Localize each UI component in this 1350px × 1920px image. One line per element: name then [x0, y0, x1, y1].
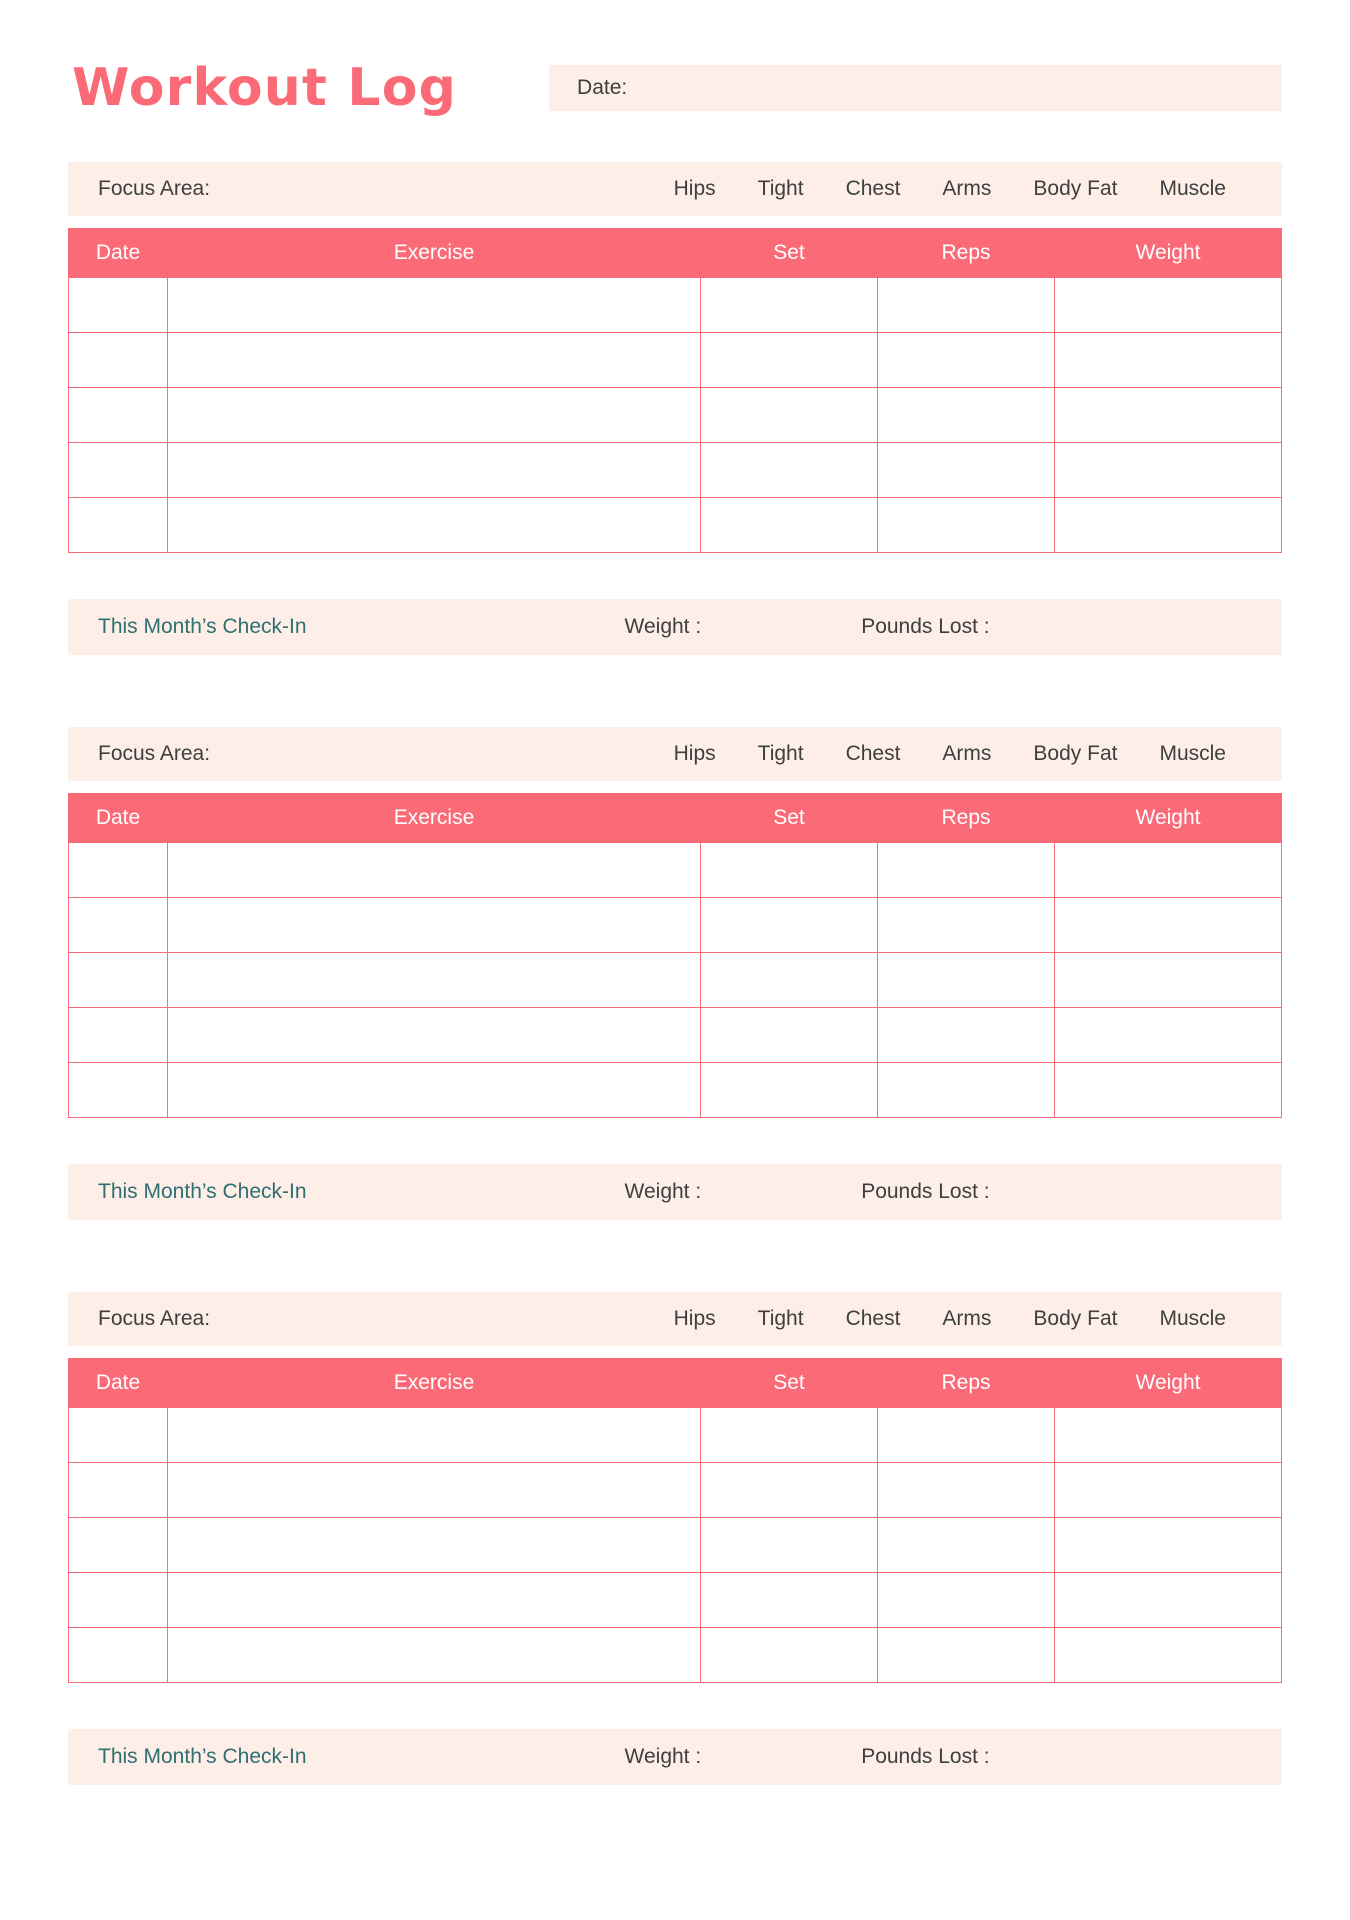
cell-exercise[interactable]: [168, 1408, 701, 1463]
focus-option-hips[interactable]: Hips: [673, 742, 716, 765]
focus-option-tight[interactable]: Tight: [757, 177, 804, 200]
page-header: [68, 58, 1282, 118]
checkin-title: This Month’s Check-In: [98, 615, 307, 638]
cell-reps[interactable]: [878, 843, 1055, 898]
checkin-weight-label[interactable]: Weight :: [624, 1745, 702, 1768]
focus-option-chest[interactable]: Chest: [845, 177, 901, 200]
table-row: [69, 953, 1282, 1008]
cell-set[interactable]: [701, 843, 878, 898]
cell-date[interactable]: [69, 388, 168, 443]
cell-set[interactable]: [701, 1573, 878, 1628]
focus-option-hips[interactable]: Hips: [673, 1307, 716, 1330]
focus-option-muscle[interactable]: Muscle: [1159, 177, 1226, 200]
checkin-bar-3: [68, 1729, 1282, 1785]
checkin-title: This Month’s Check-In: [98, 1745, 307, 1768]
table-row: [69, 278, 1282, 333]
checkin-bar-1: [68, 599, 1282, 655]
cell-date[interactable]: [69, 1463, 168, 1518]
focus-option-tight[interactable]: Tight: [757, 742, 804, 765]
cell-date[interactable]: [69, 278, 168, 333]
cell-set[interactable]: [701, 898, 878, 953]
log-section-2: [68, 727, 1282, 1220]
cell-date[interactable]: [69, 1008, 168, 1063]
cell-weight[interactable]: [1055, 1008, 1282, 1063]
column-header-date: Date: [69, 229, 168, 278]
workout-table-3: [68, 1358, 1282, 1683]
cell-reps[interactable]: [878, 1408, 1055, 1463]
cell-weight[interactable]: [1055, 1628, 1282, 1683]
cell-reps[interactable]: [878, 498, 1055, 553]
checkin-pounds-lost-label[interactable]: Pounds Lost :: [861, 1180, 990, 1203]
table-header-row: [69, 1359, 1282, 1408]
cell-exercise[interactable]: [168, 443, 701, 498]
cell-weight[interactable]: [1055, 1518, 1282, 1573]
cell-reps[interactable]: [878, 1008, 1055, 1063]
cell-date[interactable]: [69, 443, 168, 498]
table-row: [69, 843, 1282, 898]
column-header-weight: Weight: [1055, 1359, 1282, 1408]
cell-exercise[interactable]: [168, 498, 701, 553]
focus-option-body-fat[interactable]: Body Fat: [1033, 177, 1118, 200]
table-row: [69, 1518, 1282, 1573]
table-row: [69, 898, 1282, 953]
column-header-exercise: Exercise: [168, 794, 701, 843]
checkin-bar-2: [68, 1164, 1282, 1220]
cell-date[interactable]: [69, 1408, 168, 1463]
focus-area-label: Focus Area:: [98, 742, 211, 765]
column-header-date: Date: [69, 794, 168, 843]
cell-exercise[interactable]: [168, 1463, 701, 1518]
cell-reps[interactable]: [878, 388, 1055, 443]
focus-option-chest[interactable]: Chest: [845, 1307, 901, 1330]
cell-exercise[interactable]: [168, 278, 701, 333]
table-row: [69, 1008, 1282, 1063]
focus-option-hips[interactable]: Hips: [673, 177, 716, 200]
focus-area-options: [674, 177, 1254, 201]
cell-weight[interactable]: [1055, 953, 1282, 1008]
focus-area-label: Focus Area:: [98, 1307, 211, 1330]
table-row: [69, 1628, 1282, 1683]
column-header-weight: Weight: [1055, 794, 1282, 843]
cell-set[interactable]: [701, 278, 878, 333]
cell-reps[interactable]: [878, 1628, 1055, 1683]
workout-table-1: [68, 228, 1282, 553]
cell-weight[interactable]: [1055, 898, 1282, 953]
column-header-set: Set: [701, 794, 878, 843]
page-title: Workout Log: [72, 58, 458, 118]
focus-area-bar-2: [68, 727, 1282, 781]
cell-weight[interactable]: [1055, 388, 1282, 443]
cell-date[interactable]: [69, 333, 168, 388]
cell-reps[interactable]: [878, 443, 1055, 498]
cell-set[interactable]: [701, 1463, 878, 1518]
column-header-reps: Reps: [878, 229, 1055, 278]
cell-weight[interactable]: [1055, 1463, 1282, 1518]
cell-date[interactable]: [69, 843, 168, 898]
focus-area-bar-1: [68, 162, 1282, 216]
cell-weight[interactable]: [1055, 1408, 1282, 1463]
workout-table-2: [68, 793, 1282, 1118]
focus-option-arms[interactable]: Arms: [942, 177, 992, 200]
cell-exercise[interactable]: [168, 843, 701, 898]
cell-set[interactable]: [701, 1008, 878, 1063]
cell-weight[interactable]: [1055, 1063, 1282, 1118]
cell-exercise[interactable]: [168, 1063, 701, 1118]
table-row: [69, 1463, 1282, 1518]
table-row: [69, 1063, 1282, 1118]
cell-date[interactable]: [69, 898, 168, 953]
focus-option-chest[interactable]: Chest: [845, 742, 901, 765]
cell-set[interactable]: [701, 443, 878, 498]
cell-date[interactable]: [69, 1518, 168, 1573]
column-header-set: Set: [701, 229, 878, 278]
cell-reps[interactable]: [878, 953, 1055, 1008]
cell-weight[interactable]: [1055, 443, 1282, 498]
cell-weight[interactable]: [1055, 278, 1282, 333]
focus-option-arms[interactable]: Arms: [942, 742, 992, 765]
table-row: [69, 498, 1282, 553]
log-section-1: [68, 162, 1282, 655]
cell-reps[interactable]: [878, 898, 1055, 953]
cell-exercise[interactable]: [168, 898, 701, 953]
table-row: [69, 333, 1282, 388]
cell-set[interactable]: [701, 1628, 878, 1683]
cell-exercise[interactable]: [168, 1518, 701, 1573]
column-header-reps: Reps: [878, 1359, 1055, 1408]
cell-set[interactable]: [701, 333, 878, 388]
table-row: [69, 1573, 1282, 1628]
date-field[interactable]: [549, 65, 1282, 111]
column-header-exercise: Exercise: [168, 229, 701, 278]
table-row: [69, 388, 1282, 443]
cell-set[interactable]: [701, 498, 878, 553]
cell-set[interactable]: [701, 388, 878, 443]
column-header-weight: Weight: [1055, 229, 1282, 278]
cell-weight[interactable]: [1055, 498, 1282, 553]
cell-exercise[interactable]: [168, 1573, 701, 1628]
cell-reps[interactable]: [878, 1463, 1055, 1518]
cell-exercise[interactable]: [168, 953, 701, 1008]
cell-date[interactable]: [69, 1573, 168, 1628]
cell-set[interactable]: [701, 1063, 878, 1118]
table-row: [69, 1408, 1282, 1463]
focus-option-body-fat[interactable]: Body Fat: [1033, 742, 1118, 765]
column-header-date: Date: [69, 1359, 168, 1408]
focus-option-muscle[interactable]: Muscle: [1159, 1307, 1226, 1330]
log-section-3: [68, 1292, 1282, 1785]
focus-option-body-fat[interactable]: Body Fat: [1033, 1307, 1118, 1330]
cell-reps[interactable]: [878, 278, 1055, 333]
cell-reps[interactable]: [878, 333, 1055, 388]
focus-area-label: Focus Area:: [98, 177, 211, 200]
cell-set[interactable]: [701, 1518, 878, 1573]
focus-area-bar-3: [68, 1292, 1282, 1346]
cell-weight[interactable]: [1055, 843, 1282, 898]
column-header-set: Set: [701, 1359, 878, 1408]
cell-weight[interactable]: [1055, 1573, 1282, 1628]
cell-reps[interactable]: [878, 1063, 1055, 1118]
checkin-weight-label[interactable]: Weight :: [624, 615, 702, 638]
checkin-title: This Month’s Check-In: [98, 1180, 307, 1203]
column-header-reps: Reps: [878, 794, 1055, 843]
focus-area-options: [674, 1307, 1254, 1331]
focus-option-muscle[interactable]: Muscle: [1159, 742, 1226, 765]
cell-exercise[interactable]: [168, 1628, 701, 1683]
checkin-pounds-lost-label[interactable]: Pounds Lost :: [861, 615, 990, 638]
cell-date[interactable]: [69, 1628, 168, 1683]
focus-area-options: [674, 742, 1254, 766]
table-header-row: [69, 794, 1282, 843]
cell-reps[interactable]: [878, 1573, 1055, 1628]
column-header-exercise: Exercise: [168, 1359, 701, 1408]
focus-option-tight[interactable]: Tight: [757, 1307, 804, 1330]
cell-reps[interactable]: [878, 1518, 1055, 1573]
cell-date[interactable]: [69, 498, 168, 553]
cell-exercise[interactable]: [168, 333, 701, 388]
cell-date[interactable]: [69, 1063, 168, 1118]
checkin-weight-label[interactable]: Weight :: [624, 1180, 702, 1203]
checkin-pounds-lost-label[interactable]: Pounds Lost :: [861, 1745, 990, 1768]
table-row: [69, 443, 1282, 498]
cell-set[interactable]: [701, 1408, 878, 1463]
focus-option-arms[interactable]: Arms: [942, 1307, 992, 1330]
cell-set[interactable]: [701, 953, 878, 1008]
cell-exercise[interactable]: [168, 388, 701, 443]
cell-weight[interactable]: [1055, 333, 1282, 388]
cell-date[interactable]: [69, 953, 168, 1008]
table-header-row: [69, 229, 1282, 278]
date-label: Date:: [577, 76, 628, 99]
cell-exercise[interactable]: [168, 1008, 701, 1063]
